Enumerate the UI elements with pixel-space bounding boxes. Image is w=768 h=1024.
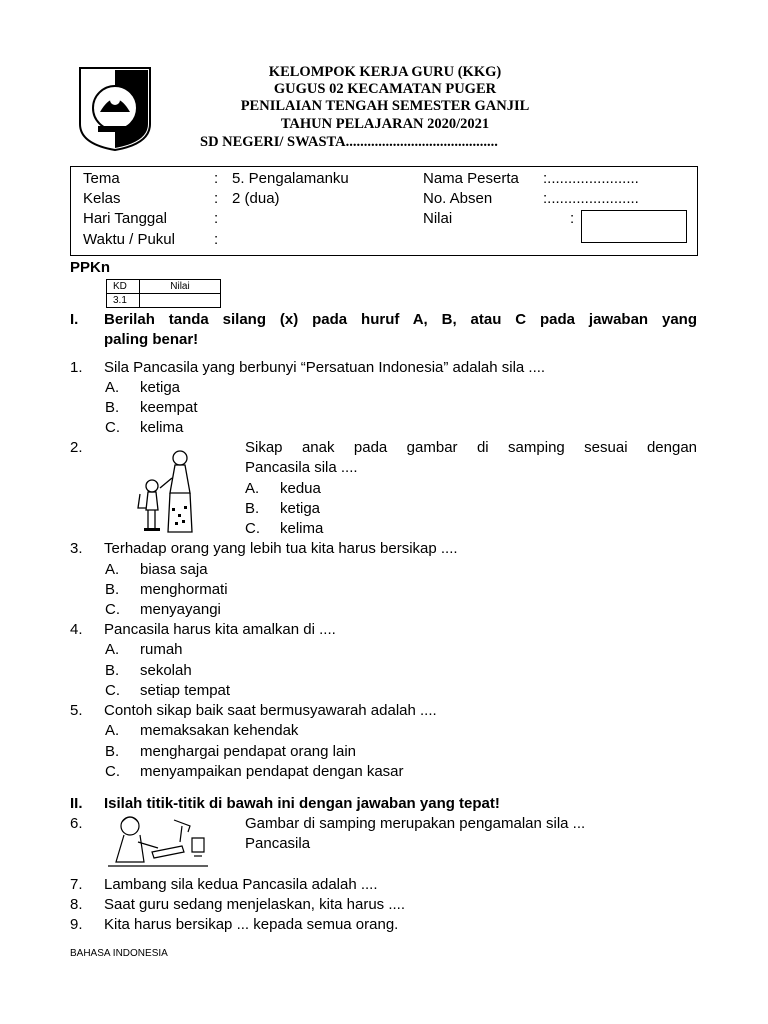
q5-number: 5. — [70, 702, 83, 719]
header-line-3: PENILAIAN TENGAH SEMESTER GANJIL — [240, 98, 530, 114]
nama-value: :...................... — [543, 170, 639, 187]
section-1-line-2: paling benar! — [104, 331, 199, 348]
studying-child-illustration — [104, 812, 212, 872]
nama-label: Nama Peserta — [423, 170, 519, 187]
nilai-box[interactable] — [581, 210, 687, 243]
q1-text: Sila Pancasila yang berbunyi “Persatuan Indonesia” adalah sila .... — [104, 359, 546, 376]
q2-option-c[interactable]: kelima — [280, 520, 324, 537]
q4-option-a-label: A. — [105, 641, 120, 658]
q5-option-b-label: B. — [105, 743, 120, 760]
section-2-title: Isilah titik-titik di bawah ini dengan jawaban yang tepat! — [104, 795, 500, 812]
q9-text: Kita harus bersikap ... kepada semua orang. — [104, 916, 399, 933]
tema-colon: : — [214, 170, 219, 187]
q3-option-b[interactable]: menghormati — [140, 581, 228, 598]
q3-option-b-label: B. — [105, 581, 120, 598]
q1-option-a[interactable]: ketiga — [140, 379, 181, 396]
q4-text: Pancasila harus kita amalkan di .... — [104, 621, 336, 638]
q1-option-c[interactable]: kelima — [140, 419, 184, 436]
q2-option-a-label: A. — [245, 480, 260, 497]
kelas-label: Kelas — [83, 190, 121, 207]
q5-text: Contoh sikap baik saat bermusyawarah adalah .... — [104, 702, 437, 719]
q8-text: Saat guru sedang menjelaskan, kita harus .... — [104, 896, 406, 913]
nilai-label: Nilai — [423, 210, 453, 227]
hari-label: Hari Tanggal — [83, 210, 167, 227]
q2-option-b-label: B. — [245, 500, 260, 517]
hari-colon: : — [214, 210, 219, 227]
q8-number: 8. — [70, 896, 83, 913]
nilai-value[interactable] — [140, 294, 221, 308]
section-2-number: II. — [70, 795, 83, 812]
q2-option-b[interactable]: ketiga — [280, 500, 321, 517]
q4-option-c[interactable]: setiap tempat — [140, 682, 231, 699]
kd-header: KD — [107, 280, 140, 294]
q4-option-b-label: B. — [105, 662, 120, 679]
tema-label: Tema — [83, 170, 120, 187]
q6-text-line-1: Gambar di samping merupakan pengamalan sila ... — [245, 815, 586, 832]
q3-option-c[interactable]: menyayangi — [140, 601, 221, 618]
q4-option-a[interactable]: rumah — [140, 641, 183, 658]
q3-option-a[interactable]: biasa saja — [140, 561, 208, 578]
q5-option-a-label: A. — [105, 722, 120, 739]
q1-option-c-label: C. — [105, 419, 120, 436]
header-line-2: GUGUS 02 KECAMATAN PUGER — [273, 81, 497, 97]
q3-option-c-label: C. — [105, 601, 120, 618]
waktu-label: Waktu / Pukul — [83, 231, 175, 248]
subject-title: PPKn — [70, 259, 111, 276]
header-line-5: SD NEGERI/ SWASTA.......................................... — [200, 134, 498, 150]
q2-text-line-1: Sikap anak pada gambar di samping sesuai dengan — [245, 439, 697, 456]
q1-number: 1. — [70, 359, 83, 376]
q5-option-c-label: C. — [105, 763, 120, 780]
section-1-line-1: Berilah tanda silang (x) pada huruf A, B, atau C pada jawaban yang — [104, 311, 697, 328]
absen-label: No. Absen — [423, 190, 493, 207]
mother-child-illustration — [130, 448, 210, 538]
header-line-4: TAHUN PELAJARAN 2020/2021 — [280, 116, 490, 132]
q1-option-a-label: A. — [105, 379, 120, 396]
q6-text-line-2: Pancasila — [245, 835, 311, 852]
regency-logo — [78, 66, 152, 152]
q4-number: 4. — [70, 621, 83, 638]
kd-value: 3.1 — [107, 294, 140, 308]
q5-option-a[interactable]: memaksakan kehendak — [140, 722, 299, 739]
kelas-value: 2 (dua) — [232, 190, 280, 207]
kd-table — [106, 279, 221, 308]
q2-option-c-label: C. — [245, 520, 260, 537]
q3-option-a-label: A. — [105, 561, 120, 578]
q4-option-b[interactable]: sekolah — [140, 662, 192, 679]
q5-option-b[interactable]: menghargai pendapat orang lain — [140, 743, 356, 760]
q6-number: 6. — [70, 815, 83, 832]
q4-option-c-label: C. — [105, 682, 120, 699]
kelas-colon: : — [214, 190, 219, 207]
student-info-box — [70, 166, 698, 256]
q3-number: 3. — [70, 540, 83, 557]
section-1-number: I. — [70, 311, 79, 328]
q3-text: Terhadap orang yang lebih tua kita harus bersikap .... — [104, 540, 458, 557]
q1-option-b-label: B. — [105, 399, 120, 416]
q2-number: 2. — [70, 439, 83, 456]
q7-text: Lambang sila kedua Pancasila adalah .... — [104, 876, 378, 893]
waktu-colon: : — [214, 231, 219, 248]
nilai-header: Nilai — [140, 280, 221, 294]
q9-number: 9. — [70, 916, 83, 933]
tema-value: 5. Pengalamanku — [232, 170, 349, 187]
q5-option-c[interactable]: menyampaikan pendapat dengan kasar — [140, 763, 404, 780]
q7-number: 7. — [70, 876, 83, 893]
q1-option-b[interactable]: keempat — [140, 399, 198, 416]
q2-option-a[interactable]: kedua — [280, 480, 321, 497]
header-line-1: KELOMPOK KERJA GURU (KKG) — [268, 64, 502, 80]
q2-text-line-2: Pancasila sila .... — [245, 459, 358, 476]
footer-subject: BAHASA INDONESIA — [70, 948, 168, 959]
nilai-colon: : — [570, 210, 575, 227]
absen-value: :...................... — [543, 190, 639, 207]
